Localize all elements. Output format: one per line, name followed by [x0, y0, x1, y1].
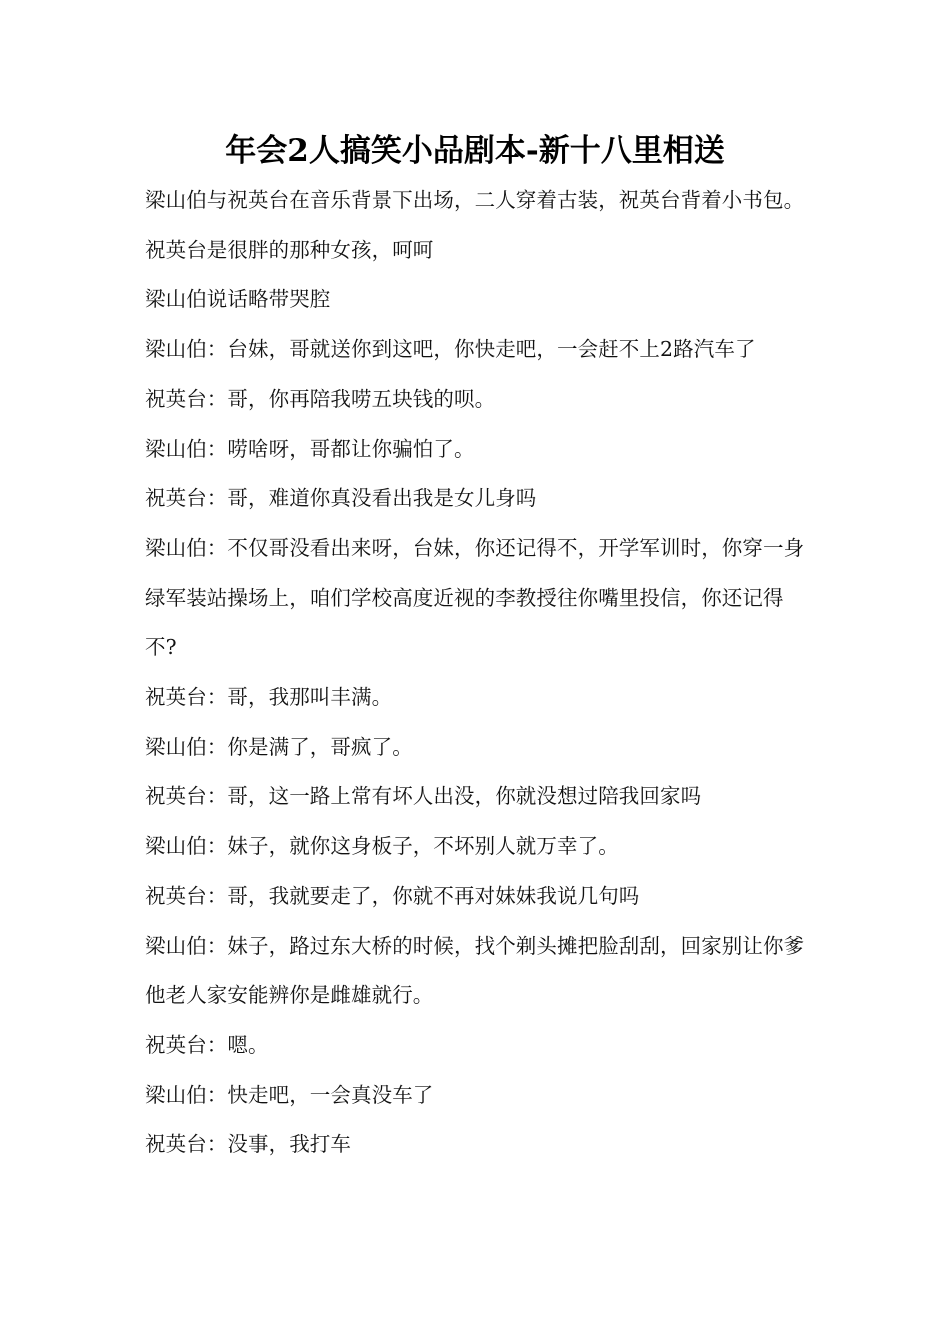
- paragraph: 祝英台：没事，我打车: [145, 1132, 351, 1157]
- paragraph: 梁山伯：妹子，就你这身板子，不坏别人就万幸了。: [145, 834, 619, 859]
- paragraph: 祝英台：哥，我那叫丰满。: [145, 685, 393, 710]
- paragraph: 祝英台：哥，这一路上常有坏人出没，你就没想过陪我回家吗: [145, 784, 702, 809]
- paragraph: 梁山伯：台妹，哥就送你到这吧，你快走吧，一会赶不上2路汽车了: [145, 337, 756, 362]
- paragraph: 梁山伯：你是满了，哥疯了。: [145, 734, 413, 759]
- paragraph: 梁山伯与祝英台在音乐背景下出场，二人穿着古装，祝英台背着小书包。祝英台是很胖的那种女孩，呵呵: [145, 188, 805, 262]
- script-body: [145, 176, 810, 1170]
- document-title: 年会2人搞笑小品剧本-新十八里相送: [225, 133, 725, 169]
- paragraph: 梁山伯：唠啥呀，哥都让你骗怕了。: [145, 436, 475, 461]
- paragraph: 梁山伯：妹子，路过东大桥的时候，找个剃头摊把脸刮刮，回家别让你爹他老人家安能辨你是雌雄就行。: [145, 933, 805, 1008]
- paragraph: 祝英台：哥，我就要走了，你就不再对妹妹我说几句吗: [145, 883, 640, 908]
- paragraph: 祝英台：哥，你再陪我唠五块钱的呗。: [145, 386, 496, 411]
- paragraph: 梁山伯：不仅哥没看出来呀，台妹，你还记得不，开学军训时，你穿一身绿军装站操场上，咱们学校高度近视的李教授往你嘴里投信，你还记得不?: [145, 535, 805, 660]
- paragraph: 祝英台：嗯。: [145, 1032, 269, 1057]
- paragraph: 祝英台：哥，难道你真没看出我是女儿身吗: [145, 486, 537, 511]
- paragraph: 梁山伯说话略带哭腔: [145, 287, 331, 312]
- paragraph: 梁山伯：快走吧，一会真没车了: [145, 1082, 434, 1107]
